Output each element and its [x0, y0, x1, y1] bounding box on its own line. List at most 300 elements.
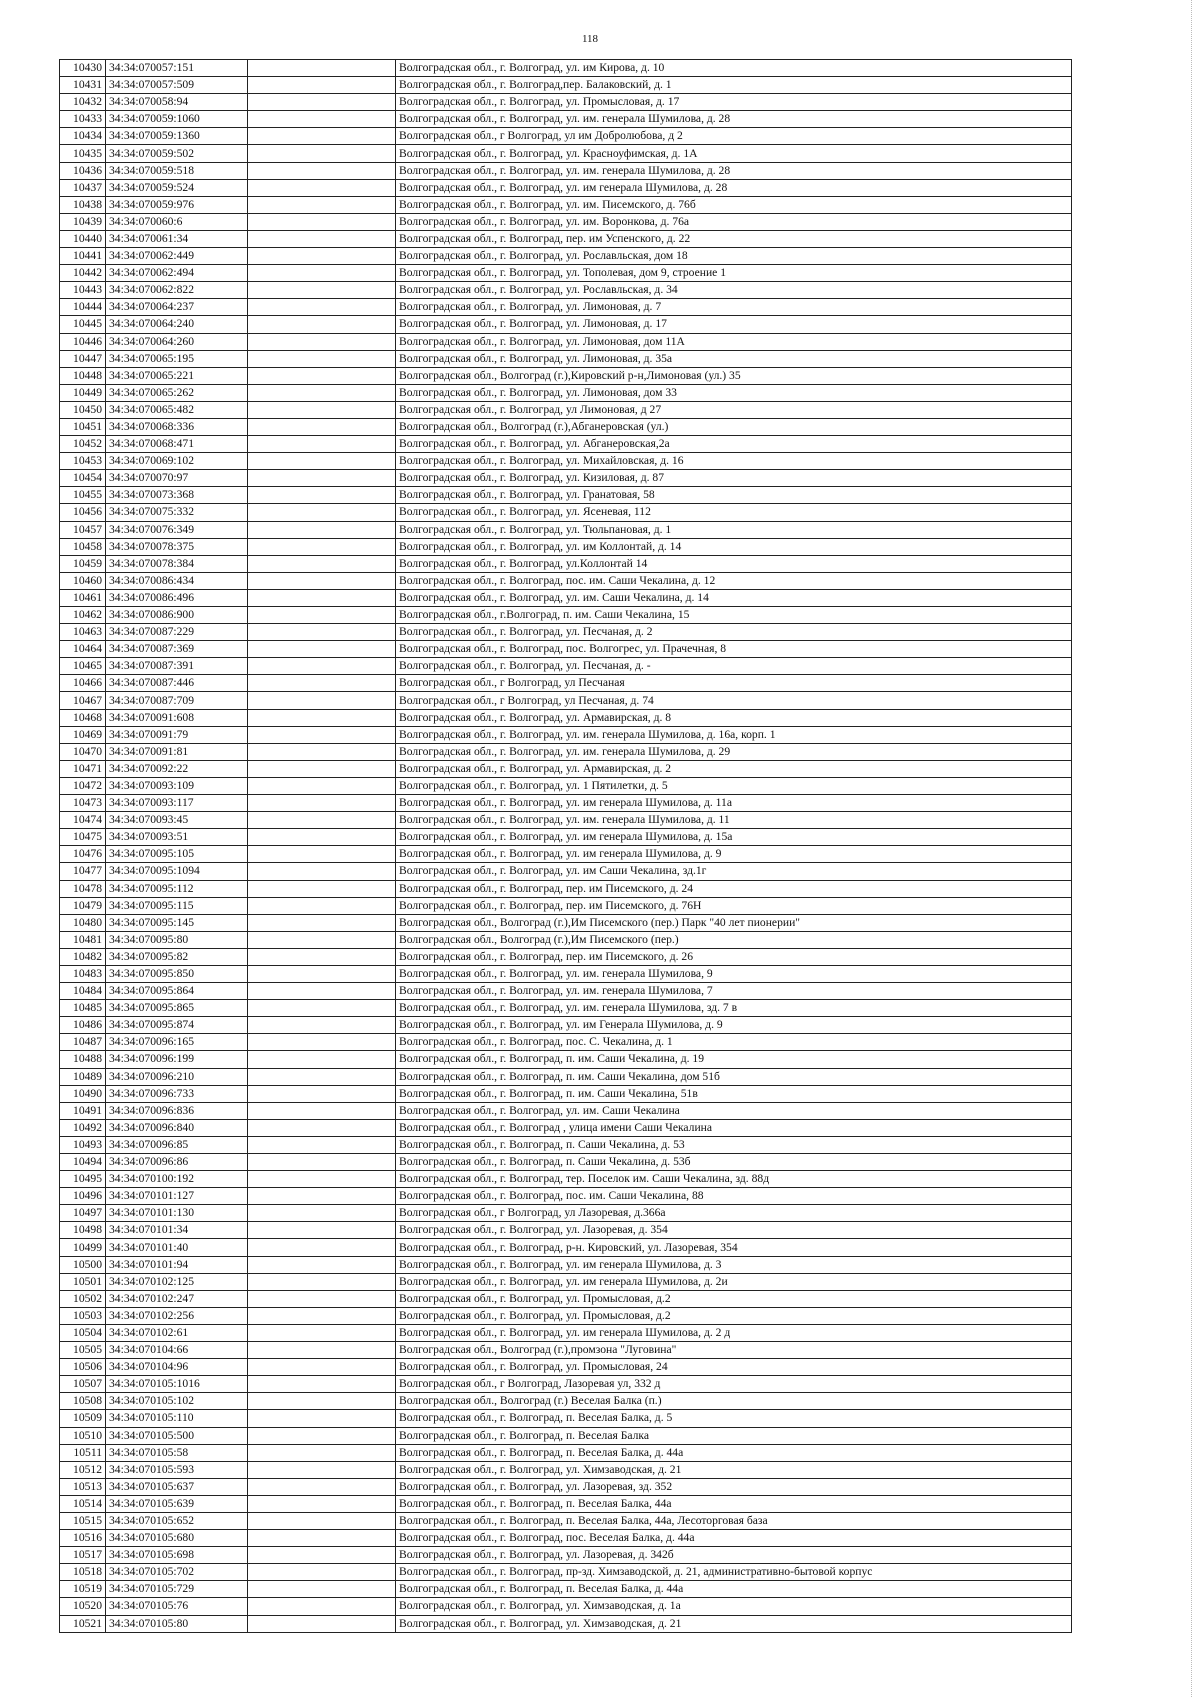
table-row [60, 162, 1072, 179]
row-number: 10504 [60, 1324, 106, 1341]
cadastral-number: 34:34:070095:865 [106, 1000, 248, 1017]
table-row [60, 658, 1072, 675]
empty-cell [248, 401, 396, 418]
empty-cell [248, 1461, 396, 1478]
row-number: 10439 [60, 213, 106, 230]
empty-cell [248, 265, 396, 282]
address: Волгоградская обл., г. Волгоград, ул. им. генерала Шумилова, д. 28 [396, 162, 1072, 179]
table-row [60, 316, 1072, 333]
cadastral-number: 34:34:070064:240 [106, 316, 248, 333]
empty-cell [248, 880, 396, 897]
table-row [60, 1017, 1072, 1034]
row-number: 10469 [60, 726, 106, 743]
row-number: 10509 [60, 1410, 106, 1427]
address: Волгоградская обл., г. Волгоград, п. Саши Чекалина, д. 53 [396, 1136, 1072, 1153]
row-number: 10520 [60, 1598, 106, 1615]
address: Волгоградская обл., г. Волгоград, ул. Лимоновая, д. 17 [396, 316, 1072, 333]
empty-cell [248, 1530, 396, 1547]
table-row [60, 453, 1072, 470]
table-row [60, 145, 1072, 162]
cadastral-number: 34:34:070069:102 [106, 453, 248, 470]
empty-cell [248, 1239, 396, 1256]
address: Волгоградская обл., г Волгоград, ул им Добролюбова, д 2 [396, 128, 1072, 145]
empty-cell [248, 897, 396, 914]
address: Волгоградская обл., г. Волгоград, п. им. Саши Чекалина, д. 19 [396, 1051, 1072, 1068]
address: Волгоградская обл., г. Волгоград, ул. им. генерала Шумилова, 7 [396, 983, 1072, 1000]
address: Волгоградская обл., г. Волгоград,пер. Балаковский, д. 1 [396, 77, 1072, 94]
page-edge [1191, 0, 1200, 1697]
row-number: 10443 [60, 282, 106, 299]
address: Волгоградская обл., г. Волгоград, ул. Промысловая, 24 [396, 1359, 1072, 1376]
address: Волгоградская обл., г. Волгоград, ул. Промысловая, д.2 [396, 1307, 1072, 1324]
row-number: 10508 [60, 1393, 106, 1410]
table-row [60, 1051, 1072, 1068]
row-number: 10497 [60, 1205, 106, 1222]
table-row [60, 1205, 1072, 1222]
empty-cell [248, 760, 396, 777]
empty-cell [248, 316, 396, 333]
empty-cell [248, 1564, 396, 1581]
address: Волгоградская обл., г. Волгоград, пр-зд. Химзаводской, д. 21, административно-бытовой корпус [396, 1564, 1072, 1581]
cadastral-number: 34:34:070105:729 [106, 1581, 248, 1598]
table-row [60, 538, 1072, 555]
table-row [60, 1342, 1072, 1359]
table-row [60, 1427, 1072, 1444]
cadastral-number: 34:34:070096:733 [106, 1085, 248, 1102]
empty-cell [248, 1495, 396, 1512]
cadastral-number: 34:34:070086:434 [106, 572, 248, 589]
row-number: 10473 [60, 795, 106, 812]
table-row [60, 299, 1072, 316]
table-row [60, 1376, 1072, 1393]
table-row [60, 1564, 1072, 1581]
address: Волгоградская обл., г. Волгоград, ул. Тюльпановая, д. 1 [396, 521, 1072, 538]
address: Волгоградская обл., Волгоград (г.),Абганеровская (ул.) [396, 418, 1072, 435]
empty-cell [248, 1136, 396, 1153]
table-row [60, 846, 1072, 863]
cadastral-number: 34:34:070102:247 [106, 1290, 248, 1307]
cadastral-number: 34:34:070086:900 [106, 607, 248, 624]
table-row [60, 1444, 1072, 1461]
address: Волгоградская обл., г. Волгоград, п. Саши Чекалина, д. 53б [396, 1154, 1072, 1171]
address: Волгоградская обл., г. Волгоград, ул. Химзаводская, д. 21 [396, 1461, 1072, 1478]
table-row [60, 760, 1072, 777]
cadastral-number: 34:34:070093:45 [106, 812, 248, 829]
empty-cell [248, 1068, 396, 1085]
table-row [60, 726, 1072, 743]
table-row [60, 1307, 1072, 1324]
cadastral-number: 34:34:070101:127 [106, 1188, 248, 1205]
empty-cell [248, 128, 396, 145]
empty-cell [248, 77, 396, 94]
row-number: 10484 [60, 983, 106, 1000]
table-row [60, 504, 1072, 521]
cadastral-number: 34:34:070105:500 [106, 1427, 248, 1444]
empty-cell [248, 1547, 396, 1564]
table-row [60, 384, 1072, 401]
address: Волгоградская обл., г. Волгоград, ул. Ясеневая, 112 [396, 504, 1072, 521]
cadastral-number: 34:34:070096:840 [106, 1119, 248, 1136]
empty-cell [248, 248, 396, 265]
table-row [60, 829, 1072, 846]
empty-cell [248, 521, 396, 538]
table-row [60, 111, 1072, 128]
empty-cell [248, 812, 396, 829]
table-row [60, 1119, 1072, 1136]
cadastral-number: 34:34:070093:51 [106, 829, 248, 846]
row-number: 10463 [60, 624, 106, 641]
cadastral-number: 34:34:070105:593 [106, 1461, 248, 1478]
row-number: 10516 [60, 1530, 106, 1547]
address: Волгоградская обл., г. Волгоград, ул. Лимоновая, д. 7 [396, 299, 1072, 316]
empty-cell [248, 1598, 396, 1615]
cadastral-number: 34:34:070059:518 [106, 162, 248, 179]
empty-cell [248, 829, 396, 846]
cadastral-number: 34:34:070091:79 [106, 726, 248, 743]
address: Волгоградская обл., г. Волгоград, пос. им. Саши Чекалина, 88 [396, 1188, 1072, 1205]
empty-cell [248, 1102, 396, 1119]
address: Волгоградская обл., г. Волгоград , улица имени Саши Чекалина [396, 1119, 1072, 1136]
table-row [60, 589, 1072, 606]
cadastral-number: 34:34:070101:40 [106, 1239, 248, 1256]
empty-cell [248, 60, 396, 77]
table-row [60, 1478, 1072, 1495]
table-row [60, 1615, 1072, 1632]
address: Волгоградская обл., г Волгоград, ул Лазоревая, д.366а [396, 1205, 1072, 1222]
address: Волгоградская обл., г Волгоград, Лазоревая ул, 332 д [396, 1376, 1072, 1393]
table-row [60, 1393, 1072, 1410]
cadastral-number: 34:34:070105:652 [106, 1512, 248, 1529]
cadastral-number: 34:34:070102:256 [106, 1307, 248, 1324]
empty-cell [248, 931, 396, 948]
cadastral-number: 34:34:070095:1094 [106, 863, 248, 880]
empty-cell [248, 1359, 396, 1376]
cadastral-number: 34:34:070095:80 [106, 931, 248, 948]
row-number: 10498 [60, 1222, 106, 1239]
empty-cell [248, 692, 396, 709]
row-number: 10485 [60, 1000, 106, 1017]
cadastral-number: 34:34:070105:1016 [106, 1376, 248, 1393]
empty-cell [248, 743, 396, 760]
cadastral-number: 34:34:070096:210 [106, 1068, 248, 1085]
empty-cell [248, 1342, 396, 1359]
table-row [60, 179, 1072, 196]
row-number: 10445 [60, 316, 106, 333]
cadastral-number: 34:34:070057:509 [106, 77, 248, 94]
empty-cell [248, 658, 396, 675]
address: Волгоградская обл., г. Волгоград, ул. им. генерала Шумилова, д. 28 [396, 111, 1072, 128]
empty-cell [248, 1410, 396, 1427]
cadastral-number: 34:34:070059:1360 [106, 128, 248, 145]
table-row [60, 282, 1072, 299]
empty-cell [248, 1615, 396, 1632]
cadastral-number: 34:34:070087:391 [106, 658, 248, 675]
table-row [60, 897, 1072, 914]
row-number: 10494 [60, 1154, 106, 1171]
address: Волгоградская обл., г. Волгоград, ул. Кизиловая, д. 87 [396, 470, 1072, 487]
cadastral-number: 34:34:070095:850 [106, 965, 248, 982]
cadastral-number: 34:34:070062:494 [106, 265, 248, 282]
cadastral-number: 34:34:070096:85 [106, 1136, 248, 1153]
address: Волгоградская обл., Волгоград (г.) Веселая Балка (п.) [396, 1393, 1072, 1410]
cadastral-number: 34:34:070105:698 [106, 1547, 248, 1564]
empty-cell [248, 333, 396, 350]
address: Волгоградская обл., г. Волгоград, ул. им. генерала Шумилова, 9 [396, 965, 1072, 982]
table-row [60, 1102, 1072, 1119]
table-row [60, 555, 1072, 572]
cadastral-number: 34:34:070058:94 [106, 94, 248, 111]
cadastral-number: 34:34:070075:332 [106, 504, 248, 521]
address: Волгоградская обл., г. Волгоград, тер. Поселок им. Саши Чекалина, зд. 88д [396, 1171, 1072, 1188]
cadastral-number: 34:34:070104:96 [106, 1359, 248, 1376]
address: Волгоградская обл., г. Волгоград, ул. им генерала Шумилова, д. 3 [396, 1256, 1072, 1273]
cadastral-number: 34:34:070086:496 [106, 589, 248, 606]
row-number: 10487 [60, 1034, 106, 1051]
cadastral-number: 34:34:070078:384 [106, 555, 248, 572]
table-row [60, 265, 1072, 282]
cadastral-number: 34:34:070093:117 [106, 795, 248, 812]
register-body [60, 60, 1072, 1633]
address: Волгоградская обл., г. Волгоград, п. Веселая Балка, д. 44а [396, 1581, 1072, 1598]
empty-cell [248, 1393, 396, 1410]
cadastral-number: 34:34:070100:192 [106, 1171, 248, 1188]
empty-cell [248, 948, 396, 965]
row-number: 10503 [60, 1307, 106, 1324]
row-number: 10474 [60, 812, 106, 829]
row-number: 10510 [60, 1427, 106, 1444]
address: Волгоградская обл., г. Волгоград, ул. Песчаная, д. 2 [396, 624, 1072, 641]
empty-cell [248, 1051, 396, 1068]
row-number: 10451 [60, 418, 106, 435]
address: Волгоградская обл., г. Волгоград, ул. им генерала Шумилова, д. 15а [396, 829, 1072, 846]
address: Волгоградская обл., г. Волгоград, ул. Красноуфимская, д. 1А [396, 145, 1072, 162]
cadastral-number: 34:34:070073:368 [106, 487, 248, 504]
row-number: 10461 [60, 589, 106, 606]
cadastral-number: 34:34:070101:130 [106, 1205, 248, 1222]
row-number: 10438 [60, 196, 106, 213]
row-number: 10506 [60, 1359, 106, 1376]
cadastral-number: 34:34:070065:195 [106, 350, 248, 367]
address: Волгоградская обл., г. Волгоград, ул. им Саши Чекалина, зд.1г [396, 863, 1072, 880]
table-row [60, 230, 1072, 247]
cadastral-number: 34:34:070057:151 [106, 60, 248, 77]
row-number: 10436 [60, 162, 106, 179]
address: Волгоградская обл., Волгоград (г.),промзона "Луговина" [396, 1342, 1072, 1359]
cadastral-number: 34:34:070095:82 [106, 948, 248, 965]
row-number: 10431 [60, 77, 106, 94]
address: Волгоградская обл., г. Волгоград, ул. им генерала Шумилова, д. 9 [396, 846, 1072, 863]
row-number: 10472 [60, 777, 106, 794]
row-number: 10479 [60, 897, 106, 914]
empty-cell [248, 572, 396, 589]
address: Волгоградская обл., г. Волгоград, п. Веселая Балка [396, 1427, 1072, 1444]
empty-cell [248, 487, 396, 504]
cadastral-number: 34:34:070091:608 [106, 709, 248, 726]
empty-cell [248, 726, 396, 743]
address: Волгоградская обл., г. Волгоград, ул. им генерала Шумилова, д. 2 д [396, 1324, 1072, 1341]
address: Волгоградская обл., г. Волгоград, ул. им генерала Шумилова, д. 2и [396, 1273, 1072, 1290]
table-row [60, 1000, 1072, 1017]
table-row [60, 1461, 1072, 1478]
table-row [60, 948, 1072, 965]
empty-cell [248, 299, 396, 316]
empty-cell [248, 196, 396, 213]
row-number: 10471 [60, 760, 106, 777]
row-number: 10446 [60, 333, 106, 350]
cadastral-number: 34:34:070064:260 [106, 333, 248, 350]
address: Волгоградская обл., г. Волгоград, пер. им Писемского, д. 26 [396, 948, 1072, 965]
cadastral-number: 34:34:070087:709 [106, 692, 248, 709]
row-number: 10491 [60, 1102, 106, 1119]
empty-cell [248, 863, 396, 880]
table-row [60, 1188, 1072, 1205]
address: Волгоградская обл., г. Волгоград, ул. Лазоревая, д. 354 [396, 1222, 1072, 1239]
cadastral-number: 34:34:070093:109 [106, 777, 248, 794]
cadastral-number: 34:34:070092:22 [106, 760, 248, 777]
row-number: 10458 [60, 538, 106, 555]
empty-cell [248, 1017, 396, 1034]
cadastral-number: 34:34:070091:81 [106, 743, 248, 760]
row-number: 10482 [60, 948, 106, 965]
table-row [60, 1410, 1072, 1427]
table-row [60, 350, 1072, 367]
cadastral-number: 34:34:070096:836 [106, 1102, 248, 1119]
table-row [60, 418, 1072, 435]
empty-cell [248, 213, 396, 230]
cadastral-number: 34:34:070059:1060 [106, 111, 248, 128]
address: Волгоградская обл., г. Волгоград, пер. им Писемского, д. 76Н [396, 897, 1072, 914]
address: Волгоградская обл., г. Волгоград, ул. Абганеровская,2а [396, 436, 1072, 453]
address: Волгоградская обл., г. Волгоград, ул. Армавирская, д. 2 [396, 760, 1072, 777]
table-row [60, 812, 1072, 829]
table-row [60, 1359, 1072, 1376]
table-row [60, 777, 1072, 794]
row-number: 10468 [60, 709, 106, 726]
address: Волгоградская обл., г. Волгоград, пер. им Писемского, д. 24 [396, 880, 1072, 897]
row-number: 10492 [60, 1119, 106, 1136]
table-row [60, 248, 1072, 265]
address: Волгоградская обл., г. Волгоград, ул. Рославльская, дом 18 [396, 248, 1072, 265]
address: Волгоградская обл., г. Волгоград, ул. Лимоновая, дом 33 [396, 384, 1072, 401]
row-number: 10475 [60, 829, 106, 846]
empty-cell [248, 350, 396, 367]
empty-cell [248, 1478, 396, 1495]
cadastral-number: 34:34:070095:105 [106, 846, 248, 863]
address: Волгоградская обл., г. Волгоград, ул. им. генерала Шумилова, д. 11 [396, 812, 1072, 829]
table-row [60, 1068, 1072, 1085]
row-number: 10517 [60, 1547, 106, 1564]
row-number: 10519 [60, 1581, 106, 1598]
cadastral-number: 34:34:070061:34 [106, 230, 248, 247]
table-row [60, 1171, 1072, 1188]
cadastral-number: 34:34:070068:471 [106, 436, 248, 453]
empty-cell [248, 846, 396, 863]
address: Волгоградская обл., Волгоград (г.),Им Писемского (пер.) Парк "40 лет пионерии" [396, 914, 1072, 931]
empty-cell [248, 709, 396, 726]
address: Волгоградская обл., г. Волгоград, пос. Веселая Балка, д. 44а [396, 1530, 1072, 1547]
table-row [60, 1239, 1072, 1256]
address: Волгоградская обл., г. Волгоград, ул. Химзаводская, д. 1а [396, 1598, 1072, 1615]
address: Волгоградская обл., Волгоград (г.),Им Писемского (пер.) [396, 931, 1072, 948]
address: Волгоградская обл., г. Волгоград, пос. С. Чекалина, д. 1 [396, 1034, 1072, 1051]
table-row [60, 1085, 1072, 1102]
table-row [60, 692, 1072, 709]
row-number: 10430 [60, 60, 106, 77]
table-row [60, 1154, 1072, 1171]
row-number: 10462 [60, 607, 106, 624]
empty-cell [248, 641, 396, 658]
table-row [60, 795, 1072, 812]
address: Волгоградская обл., г. Волгоград, ул. Михайловская, д. 16 [396, 453, 1072, 470]
empty-cell [248, 607, 396, 624]
row-number: 10456 [60, 504, 106, 521]
cadastral-number: 34:34:070105:80 [106, 1615, 248, 1632]
address: Волгоградская обл., г. Волгоград, ул. Лимоновая, д. 35а [396, 350, 1072, 367]
empty-cell [248, 1000, 396, 1017]
address: Волгоградская обл., г. Волгоград, ул Лимоновая, д 27 [396, 401, 1072, 418]
empty-cell [248, 1188, 396, 1205]
table-row [60, 607, 1072, 624]
row-number: 10518 [60, 1564, 106, 1581]
table-row [60, 1512, 1072, 1529]
cadastral-number: 34:34:070062:449 [106, 248, 248, 265]
address: Волгоградская обл., г. Волгоград, п. Веселая Балка, 44а [396, 1495, 1072, 1512]
cadastral-number: 34:34:070105:702 [106, 1564, 248, 1581]
empty-cell [248, 1324, 396, 1341]
cadastral-number: 34:34:070087:229 [106, 624, 248, 641]
empty-cell [248, 538, 396, 555]
row-number: 10502 [60, 1290, 106, 1307]
table-row [60, 675, 1072, 692]
row-number: 10500 [60, 1256, 106, 1273]
page-number: 118 [581, 33, 599, 45]
row-number: 10476 [60, 846, 106, 863]
address: Волгоградская обл., г. Волгоград, ул. им Генерала Шумилова, д. 9 [396, 1017, 1072, 1034]
table-row [60, 1273, 1072, 1290]
row-number: 10453 [60, 453, 106, 470]
cadastral-number: 34:34:070105:58 [106, 1444, 248, 1461]
row-number: 10447 [60, 350, 106, 367]
table-row [60, 1290, 1072, 1307]
row-number: 10466 [60, 675, 106, 692]
row-number: 10441 [60, 248, 106, 265]
cadastral-number: 34:34:070105:76 [106, 1598, 248, 1615]
address: Волгоградская обл., г. Волгоград, пос. им. Саши Чекалина, д. 12 [396, 572, 1072, 589]
row-number: 10459 [60, 555, 106, 572]
empty-cell [248, 1273, 396, 1290]
cadastral-number: 34:34:070105:637 [106, 1478, 248, 1495]
row-number: 10452 [60, 436, 106, 453]
row-number: 10521 [60, 1615, 106, 1632]
row-number: 10432 [60, 94, 106, 111]
table-row [60, 436, 1072, 453]
row-number: 10501 [60, 1273, 106, 1290]
cadastral-number: 34:34:070105:639 [106, 1495, 248, 1512]
table-row [60, 521, 1072, 538]
cadastral-number: 34:34:070059:502 [106, 145, 248, 162]
row-number: 10454 [60, 470, 106, 487]
cadastral-number: 34:34:070065:221 [106, 367, 248, 384]
table-row [60, 367, 1072, 384]
row-number: 10455 [60, 487, 106, 504]
row-number: 10444 [60, 299, 106, 316]
row-number: 10480 [60, 914, 106, 931]
table-row [60, 880, 1072, 897]
table-row [60, 1581, 1072, 1598]
empty-cell [248, 94, 396, 111]
table-row [60, 931, 1072, 948]
table-row [60, 1136, 1072, 1153]
